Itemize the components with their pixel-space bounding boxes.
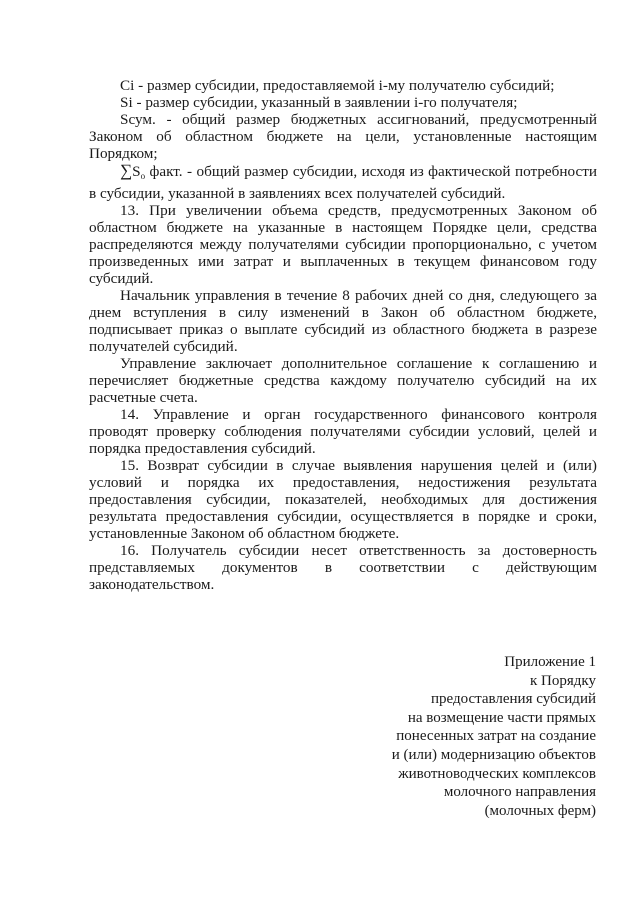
definition-ci: Ci - размер субсидии, предоставляемой i-му получателю субсидий; xyxy=(120,77,555,94)
paragraph-13-head-signs: Начальник управления в течение 8 рабочих дней со дня, следующего за днем вступления в силу изменений в Закон об областном бюджете, подписывает приказ о выплате субсидий из областного бюджета в разрезе получателей субсидий. xyxy=(89,287,597,355)
appendix-line-8: молочного направления xyxy=(443,784,596,801)
appendix-line-3: предоставления субсидий xyxy=(430,691,596,708)
appendix-header xyxy=(392,653,596,820)
sum-symbol: ∑ xyxy=(120,161,133,180)
appendix-line-9: (молочных ферм) xyxy=(484,802,596,819)
paragraph-13-agreement: Управление заключает дополнительное соглашение к соглашению и перечисляет бюджетные средства каждому получателю субсидий на их расчетные счета. xyxy=(89,355,597,406)
sum-definition-text: факт. - общий размер субсидии, исходя из фактической потребности в субсидии, указанной в заявлениях всех получателей субсидий. xyxy=(89,163,597,202)
sum-variable: S xyxy=(132,163,141,180)
appendix-line-7: животноводческих комплексов xyxy=(398,765,596,782)
definition-sum-fact xyxy=(89,162,597,202)
document-body xyxy=(89,77,597,593)
paragraph-16: 16. Получатель субсидии несет ответственность за достоверность представляемых документов в соответствии с действующим законодательством. xyxy=(89,542,597,593)
appendix-line-5: понесенных затрат на создание xyxy=(396,728,596,745)
definition-si: Si - размер субсидии, указанный в заявлении i-го получателя; xyxy=(120,94,518,111)
appendix-title: Приложение 1 xyxy=(504,654,596,670)
sum-subscript: o xyxy=(140,171,146,181)
paragraph-15: 15. Возврат субсидии в случае выявления нарушения целей и (или) условий и порядка их предоставления, недостижения результата предоставления субсидии, показателей, необходимых для достижения результата предоставления субсидии, осуществляется в порядке и сроки, установленные Законом об областном бюджете. xyxy=(89,457,597,542)
appendix-line-2: к Порядку xyxy=(530,672,596,689)
definition-ssum: Sсум. - общий размер бюджетных ассигнований, предусмотренный Законом об областном бюджете на цели, установленные настоящим Порядком; xyxy=(89,111,597,162)
paragraph-14: 14. Управление и орган государственного финансового контроля проводят проверку соблюдения получателями субсидии условий, целей и порядка предоставления субсидий. xyxy=(89,406,597,457)
appendix-line-6: и (или) модернизацию объектов xyxy=(391,746,596,763)
appendix-line-4: на возмещение части прямых xyxy=(407,709,596,726)
paragraph-13: 13. При увеличении объема средств, предусмотренных Законом об областном бюджете на указанные в настоящем Порядке цели, средства распределяются между получателями субсидии пропорционально, с учетом произведенных ими затрат и выплаченных в текущем финансовом году субсидий. xyxy=(89,202,597,287)
